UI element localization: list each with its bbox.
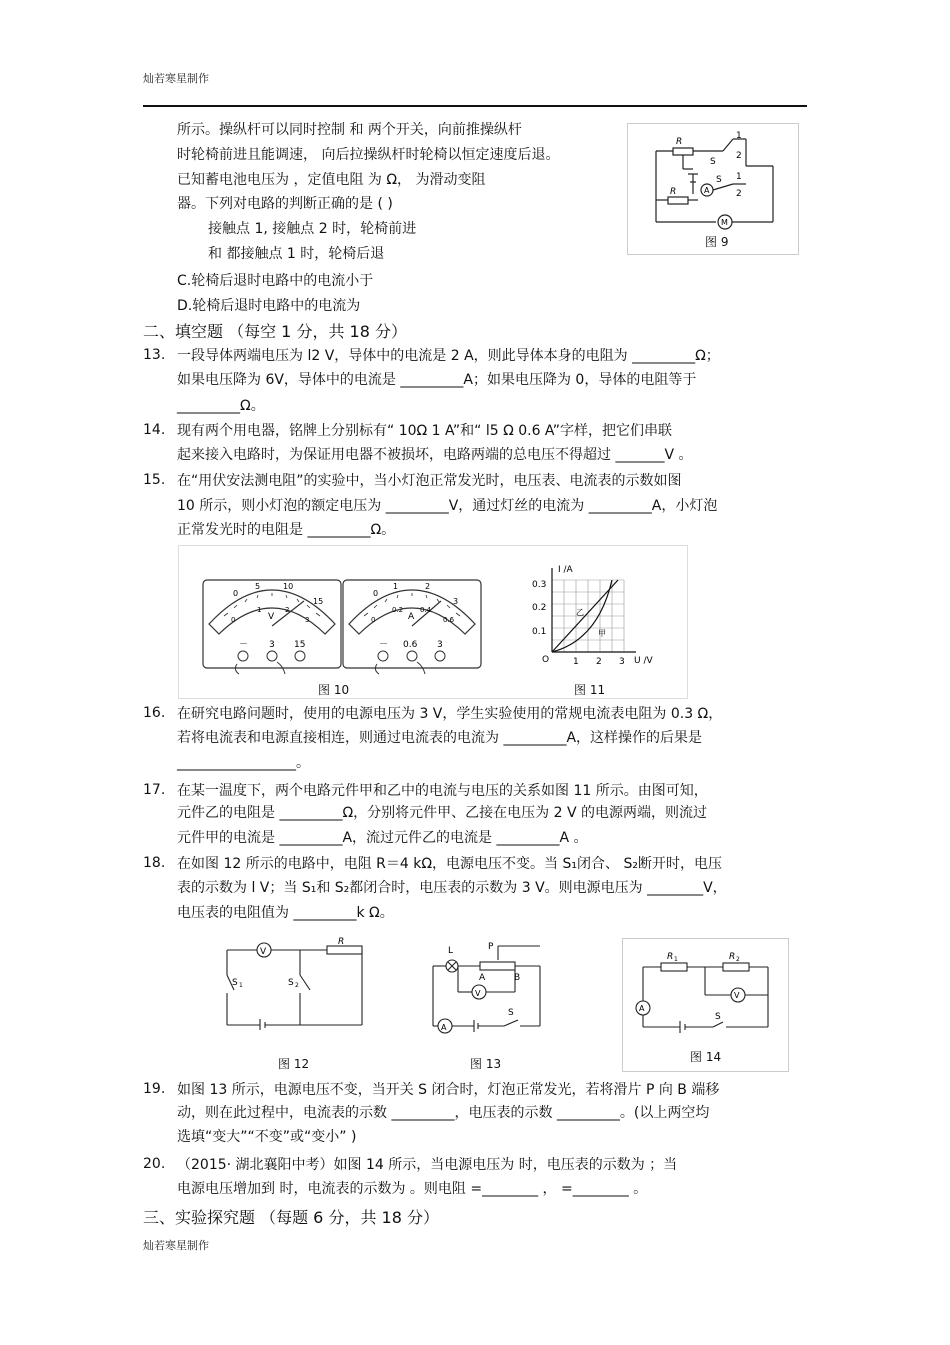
q13-line: 一段导体两端电压为 l2 V，导体中的电流是 2 A，则此导体本身的电阻为 _________Ω； <box>177 348 720 364</box>
q19-line: 选填“变大”“不变”或“变小” ) <box>177 1129 357 1145</box>
fig14-r2-sub: 2 <box>736 956 740 963</box>
q13-line: 如果电压降为 6V，导体中的电流是 _________A；如果电压降为 0，导体的电阻等于 <box>177 372 697 388</box>
q16-line: 若将电流表和电源直接相连，则通过电流表的电流为 _________A，这样操作的后果是 <box>177 730 703 746</box>
fig9-motor-label: M <box>721 218 728 227</box>
figure-11-graph <box>528 560 668 670</box>
fig14-r1-sub: 1 <box>674 956 678 963</box>
fig14-r2-label: R <box>729 952 736 962</box>
q12-line: 已知蓄电池电压为 ，定值电阻 为 Ω， 为滑动变阻 <box>177 172 486 188</box>
q19-number: 19. <box>143 1081 166 1097</box>
q12-option-a: 接触点 1, 接触点 2 时，轮椅前进 <box>208 221 417 237</box>
ammeter-upper-0: 0 <box>373 589 379 598</box>
ammeter-unit: A <box>408 612 415 622</box>
fig9-contact-2: 2 <box>736 151 742 161</box>
figure-11-caption: 图 11 <box>574 683 606 697</box>
fig14-r1-label: R <box>667 952 674 962</box>
q15-number: 15. <box>143 472 166 488</box>
fig13-p-label: P <box>488 942 494 952</box>
q12-option-c: C.轮椅后退时电路中的电流小于 <box>177 273 374 289</box>
ammeter-terminal-neg: － <box>379 640 389 650</box>
q17-line: 元件甲的电流是 _________A，流过元件乙的电流是 _________A 。 <box>177 830 588 846</box>
figure-10-caption: 图 10 <box>318 683 350 697</box>
q12-line: 所示。操纵杆可以同时控制 和 两个开关，向前推操纵杆 <box>177 122 522 138</box>
fig9-r2-label: R <box>670 187 677 197</box>
q14-line: 起来接入电路时，为保证用电器不被损坏，电路两端的总电压不得超过 _______V 。 <box>177 447 693 463</box>
fig9-contact-1: 1 <box>736 131 742 141</box>
fig12-voltmeter-label: V <box>260 947 267 957</box>
fig9-contact-1b: 1 <box>736 172 742 182</box>
voltmeter-lower-3: 3 <box>305 616 310 624</box>
q12-option-b: 和 都接触点 1 时，轮椅后退 <box>208 246 385 262</box>
fig14-ammeter-label: A <box>639 1004 645 1013</box>
voltmeter-upper-0: 0 <box>233 589 239 598</box>
ammeter-upper-1: 1 <box>393 582 399 591</box>
q12-line: 时轮椅前进且能调速， 向后拉操纵杆时轮椅以恒定速度后退。 <box>177 147 560 163</box>
fig9-s2-label: S <box>716 175 722 185</box>
voltmeter-upper-15: 15 <box>313 597 324 606</box>
q17-number: 17. <box>143 782 166 798</box>
fig12-s2-sub: 2 <box>295 982 299 989</box>
q18-line: 表的示数为 l V；当 S₁和 S₂都闭合时，电压表的示数为 3 V。则电源电压为 ________V， <box>177 880 727 896</box>
figure-13-caption: 图 13 <box>470 1057 502 1071</box>
fig9-s1-label: S <box>710 157 716 167</box>
fig11-ylabel: I /A <box>558 565 573 575</box>
fig11-ytick: 0.2 <box>532 603 547 613</box>
q17-line: 元件乙的电阻是 _________Ω，分别将元件甲、乙接在电压为 2 V 的电源两端，则流过 <box>177 805 707 821</box>
figure-13-circuit <box>428 940 548 1035</box>
fig11-series-label-jia: 甲 <box>598 629 606 638</box>
q16-line: _________________。 <box>177 755 310 771</box>
q19-line: 如图 13 所示，电源电压不变，当开关 S 闭合时，灯泡正常发光，若将滑片 P 向 B 端移 <box>177 1082 720 1098</box>
fig13-a-label: A <box>479 973 486 983</box>
fig11-series-label-yi: 乙 <box>576 608 584 617</box>
q17-line: 在某一温度下，两个电路元件甲和乙中的电流与电压的关系如图 11 所示。由图可知， <box>177 783 708 799</box>
voltmeter-upper-5: 5 <box>255 582 261 591</box>
q16-number: 16. <box>143 705 166 721</box>
section-3-title: 三、实验探究题 （每题 6 分，共 18 分） <box>143 1208 439 1227</box>
q12-option-d: D.轮椅后退时电路中的电流为 <box>177 298 361 314</box>
voltmeter-unit: V <box>268 612 275 622</box>
voltmeter-terminal-neg: － <box>239 640 249 650</box>
header-label: 灿若寒星制作 <box>143 72 209 85</box>
fig9-r1-label: R <box>676 137 683 147</box>
fig13-s-label: S <box>508 1008 514 1018</box>
fig12-s1-label: S <box>232 978 238 988</box>
ammeter-lower-02: 0.2 <box>392 606 404 614</box>
voltmeter-lower-1: 1 <box>257 606 262 614</box>
fig11-xtick: 1 <box>573 657 579 667</box>
q18-number: 18. <box>143 855 166 871</box>
fig14-s-label: S <box>715 1012 721 1022</box>
q15-line: 正常发光时的电阻是 _________Ω。 <box>177 522 396 538</box>
ammeter-lower-0: 0 <box>371 616 376 624</box>
figure-12-circuit <box>222 935 367 1030</box>
header-rule <box>143 105 807 107</box>
voltmeter-lower-2: 2 <box>285 606 290 614</box>
q13-line: _________Ω。 <box>177 398 265 414</box>
ammeter-terminal-3: 3 <box>437 640 443 650</box>
fig13-ammeter-label: A <box>441 1023 447 1032</box>
ammeter-lower-06: 0.6 <box>443 616 455 624</box>
q14-line: 现有两个用电器，铭牌上分别标有“ 10Ω 1 A”和“ l5 Ω 0.6 A”字样，把它们串联 <box>177 423 673 439</box>
voltmeter-terminal-15: 15 <box>294 640 306 650</box>
ammeter-upper-2: 2 <box>425 582 431 591</box>
ammeter-terminal-06: 0.6 <box>403 640 418 650</box>
q20-line: （2015· 湖北襄阳中考）如图 14 所示，当电源电压为 时，电压表的示数为 ；当 <box>177 1157 678 1173</box>
fig12-s1-sub: 1 <box>239 982 243 989</box>
fig13-b-label: B <box>514 973 521 983</box>
figure-12-caption: 图 12 <box>278 1057 310 1071</box>
ammeter-upper-3: 3 <box>453 597 459 606</box>
fig9-contact-2b: 2 <box>736 189 742 199</box>
figure-14-caption: 图 14 <box>690 1050 722 1064</box>
fig11-xtick: 3 <box>619 657 625 667</box>
fig13-voltmeter-label: V <box>475 989 481 998</box>
fig11-xtick: 2 <box>596 657 602 667</box>
q20-number: 20. <box>143 1156 166 1172</box>
footer-label: 灿若寒星制作 <box>143 1239 209 1252</box>
fig11-origin: O <box>542 655 550 665</box>
fig12-s2-label: S <box>288 978 294 988</box>
q15-line: 在“用伏安法测电阻”的实验中，当小灯泡正常发光时，电压表、电流表的示数如图 <box>177 473 682 489</box>
q13-number: 13. <box>143 347 166 363</box>
q18-line: 电压表的电阻值为 _________k Ω。 <box>177 905 394 921</box>
figure-9-caption: 图 9 <box>705 235 729 249</box>
q15-line: 10 所示，则小灯泡的额定电压为 _________V，通过灯丝的电流为 _________A，小灯泡 <box>177 498 718 514</box>
fig9-ammeter-label: A <box>704 186 710 195</box>
section-2-title: 二、填空题 （每空 1 分，共 18 分） <box>143 322 407 341</box>
voltmeter-lower-0: 0 <box>231 616 236 624</box>
q14-number: 14. <box>143 422 166 438</box>
fig12-r-label: R <box>338 937 345 947</box>
fig14-voltmeter-label: V <box>734 991 740 1000</box>
q18-line: 在如图 12 所示的电路中，电阻 R＝4 kΩ，电源电压不变。当 S₁闭合、 S₂断开时，电压 <box>177 856 722 872</box>
ammeter-lower-04: 0.4 <box>420 606 432 614</box>
q19-line: 动，则在此过程中，电流表的示数 _________，电压表的示数 _________。(以上两空均 <box>177 1105 710 1121</box>
fig11-ytick: 0.1 <box>532 627 547 637</box>
q16-line: 在研究电路问题时，使用的电源电压为 3 V，学生实验使用的常规电流表电阻为 0.3 Ω， <box>177 706 723 722</box>
q20-line: 电源电压增加到 时，电流表的示数为 。则电阻 =________ ， =________ 。 <box>177 1181 648 1197</box>
fig13-l-label: L <box>448 946 454 956</box>
q12-line: 器。下列对电路的判断正确的是 ( ) <box>177 196 393 212</box>
fig11-ytick: 0.3 <box>532 580 547 590</box>
voltmeter-upper-10: 10 <box>283 582 294 591</box>
fig11-xlabel: U /V <box>634 656 653 666</box>
voltmeter-terminal-3: 3 <box>269 640 275 650</box>
